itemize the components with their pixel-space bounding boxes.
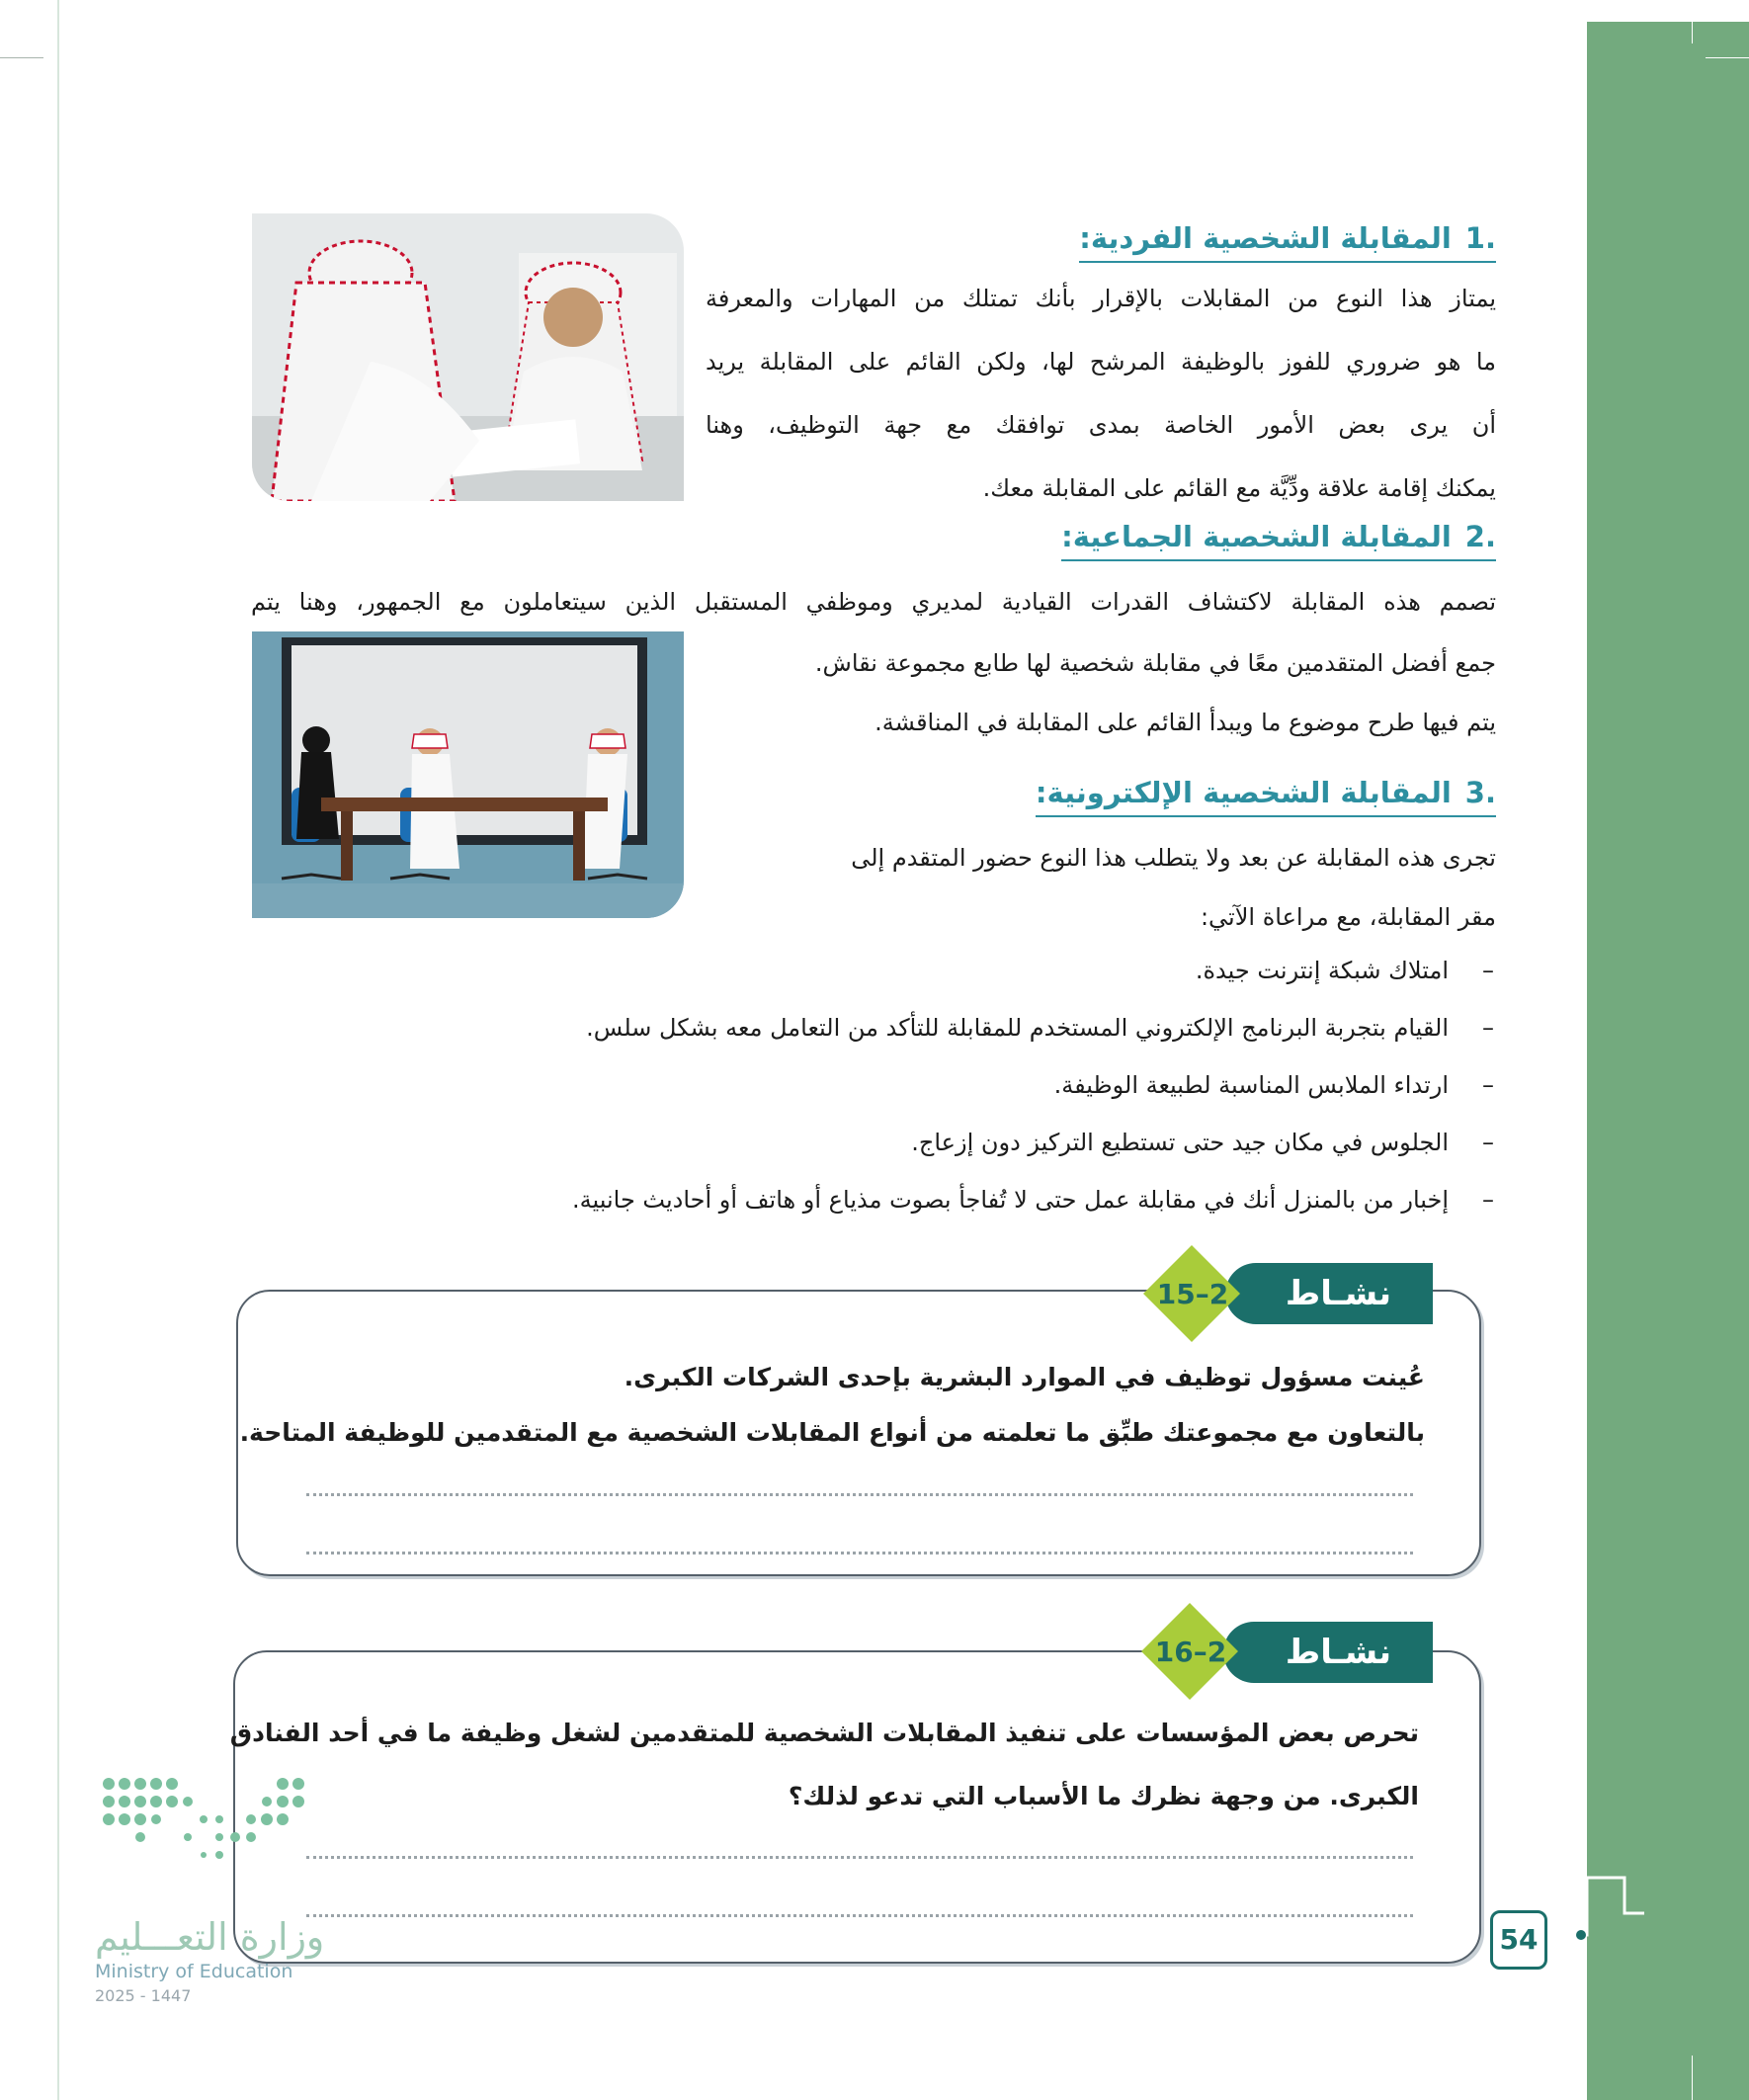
section3-number: .3 [1464, 776, 1496, 809]
answer-line[interactable] [306, 1493, 1413, 1496]
left-margin-rule [57, 0, 59, 2100]
activity-label-text: نشـاط [1285, 1274, 1391, 1313]
section2-line-1 [251, 570, 1496, 633]
page-number: 54 [1490, 1910, 1547, 1970]
list-item-text: امتلاك شبكة إنترنت جيدة. [1195, 957, 1449, 984]
activity-line: بالتعاون مع مجموعتك طبِّق ما تعلمته من أنواع المقابلات الشخصية مع المتقدمين للوظيفة المتاحة. [239, 1418, 1425, 1447]
list-item [308, 1171, 1494, 1228]
group-interview-illustration [252, 631, 684, 918]
crop-mark [1692, 0, 1693, 43]
section3-heading [1036, 773, 1496, 817]
section1-paragraph [706, 267, 1496, 520]
section2-paragraph [706, 633, 1496, 752]
activity-line: الكبرى. من وجهة نظرك ما الأسباب التي تدعو لذلك؟ [788, 1782, 1419, 1810]
list-item [308, 999, 1494, 1056]
bullet-marker: – [1482, 957, 1494, 984]
section3-title: المقابلة الشخصية الإلكترونية: [1035, 776, 1452, 809]
bullet-marker: – [1482, 1186, 1494, 1214]
crop-mark [1706, 57, 1749, 58]
section1-number: .1 [1464, 221, 1496, 255]
list-item-text: الجلوس في مكان جيد حتى تستطيع التركيز دون إزعاج. [911, 1129, 1449, 1156]
activity-15-2-label [1225, 1263, 1433, 1324]
activity-16-2-number: 16–2 [1154, 1636, 1227, 1668]
activity-line: عُينت مسؤول توظيف في الموارد البشرية بإحدى الشركات الكبرى. [624, 1363, 1425, 1391]
paragraph-line: ما هو ضروري للفوز بالوظيفة المرشح لها، ولكن القائم على المقابلة يريد [706, 348, 1496, 376]
ministry-english-name: Ministry of Education [95, 1961, 293, 1982]
activity-15-2-number: 15–2 [1156, 1278, 1229, 1310]
section1-heading [1079, 218, 1496, 263]
bullet-marker: – [1482, 1071, 1494, 1099]
paragraph-line: تجرى هذه المقابلة عن بعد ولا يتطلب هذا النوع حضور المتقدم إلى [851, 844, 1496, 872]
section2-heading [1061, 517, 1496, 561]
answer-line[interactable] [306, 1856, 1413, 1859]
individual-interview-photo [252, 213, 684, 501]
list-item [308, 1056, 1494, 1114]
paragraph-line: يمتاز هذا النوع من المقابلات بالإقرار بأنك تمتلك من المهارات والمعرفة [706, 285, 1496, 312]
ministry-logo-dots-icon [95, 1774, 312, 1912]
paragraph-line: يمكنك إقامة علاقة ودِّيَّة مع القائم على المقابلة معك. [982, 474, 1496, 502]
activity-16-2-label [1223, 1622, 1433, 1683]
paragraph-line: أن يرى بعض الأمور الخاصة بمدى توافقك مع جهة التوظيف، وهنا [706, 411, 1496, 439]
ministry-arabic-name: وزارة التعـــليم [95, 1915, 325, 1959]
crop-mark [1692, 2056, 1693, 2100]
paragraph-line: جمع أفضل المتقدمين معًا في مقابلة شخصية لها طابع مجموعة نقاش. [814, 649, 1496, 677]
paragraph-line: تصمم هذه المقابلة لاكتشاف القدرات القيادية لمديري وموظفي المستقبل الذين سيتعاملون مع الجمهور، وهنا يتم [251, 588, 1496, 616]
answer-line[interactable] [306, 1552, 1413, 1554]
list-item-text: القيام بتجربة البرنامج الإلكتروني المستخدم للمقابلة للتأكد من التعامل معه بشكل سلس. [586, 1014, 1449, 1042]
ministry-year: 2025 - 1447 [95, 1986, 192, 2005]
list-item-text: إخبار من بالمنزل أنك في مقابلة عمل حتى لا تُفاجأ بصوت مذياع أو هاتف أو أحاديث جانبية. [571, 1186, 1449, 1214]
section3-paragraph [706, 828, 1496, 947]
section2-title: المقابلة الشخصية الجماعية: [1061, 520, 1452, 553]
list-item [308, 942, 1494, 999]
bullet-marker: – [1482, 1014, 1494, 1042]
list-item [308, 1114, 1494, 1171]
page-connector-line [1541, 1874, 1650, 1943]
section3-bullet-list [308, 942, 1494, 1228]
list-item-text: ارتداء الملابس المناسبة لطبيعة الوظيفة. [1053, 1071, 1449, 1099]
activity-label-text: نشـاط [1285, 1633, 1391, 1672]
crop-mark [0, 57, 43, 58]
paragraph-line: مقر المقابلة، مع مراعاة الآتي: [1200, 903, 1496, 931]
activity-15-2-text [240, 1350, 1425, 1461]
section1-title: المقابلة الشخصية الفردية: [1079, 221, 1452, 255]
paragraph-line: يتم فيها طرح موضوع ما ويبدأ القائم على المقابلة في المناقشة. [874, 709, 1496, 736]
section2-number: .2 [1464, 520, 1496, 553]
activity-16-2-text [230, 1702, 1419, 1828]
answer-line[interactable] [306, 1914, 1413, 1917]
activity-line: تحرص بعض المؤسسات على تنفيذ المقابلات الشخصية للمتقدمين لشغل وظيفة ما في أحد الفنادق [229, 1719, 1419, 1747]
side-color-band [1587, 22, 1749, 2100]
bullet-marker: – [1482, 1129, 1494, 1156]
